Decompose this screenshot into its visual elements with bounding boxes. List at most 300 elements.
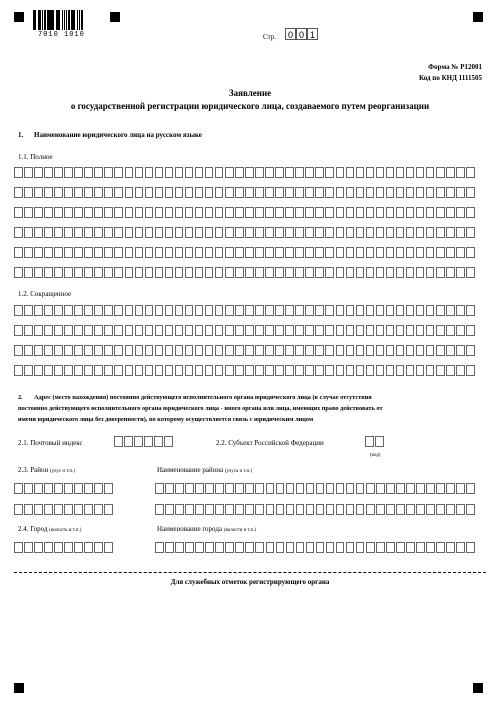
city-name-cell[interactable] bbox=[336, 542, 345, 553]
district-type-cell[interactable] bbox=[24, 483, 33, 494]
char-cell[interactable] bbox=[64, 267, 73, 278]
char-cell[interactable] bbox=[466, 167, 475, 178]
char-cell[interactable] bbox=[426, 345, 435, 356]
district-name-cell[interactable] bbox=[466, 483, 475, 494]
district-type-cell[interactable] bbox=[34, 483, 43, 494]
char-cell[interactable] bbox=[225, 227, 234, 238]
char-cell[interactable] bbox=[225, 345, 234, 356]
char-cell[interactable] bbox=[285, 167, 294, 178]
char-cell[interactable] bbox=[426, 207, 435, 218]
char-cell[interactable] bbox=[235, 207, 244, 218]
district-name-cell[interactable] bbox=[215, 504, 224, 515]
city-name-cell[interactable] bbox=[466, 542, 475, 553]
char-cell[interactable] bbox=[155, 227, 164, 238]
char-cell[interactable] bbox=[416, 247, 425, 258]
char-cell[interactable] bbox=[255, 267, 264, 278]
char-cell[interactable] bbox=[205, 247, 214, 258]
char-cell[interactable] bbox=[346, 167, 355, 178]
char-cell[interactable] bbox=[104, 305, 113, 316]
char-cell[interactable] bbox=[255, 187, 264, 198]
char-cell[interactable] bbox=[125, 227, 134, 238]
char-cell[interactable] bbox=[336, 365, 345, 376]
char-cell[interactable] bbox=[235, 305, 244, 316]
char-cell[interactable] bbox=[346, 207, 355, 218]
char-cell[interactable] bbox=[466, 305, 475, 316]
char-cell[interactable] bbox=[315, 305, 324, 316]
char-cell[interactable] bbox=[135, 207, 144, 218]
char-cell[interactable] bbox=[436, 305, 445, 316]
char-cell[interactable] bbox=[366, 267, 375, 278]
char-cell[interactable] bbox=[24, 207, 33, 218]
char-cell[interactable] bbox=[74, 305, 83, 316]
char-cell[interactable] bbox=[125, 167, 134, 178]
district-type-cell[interactable] bbox=[44, 483, 53, 494]
char-cell[interactable] bbox=[64, 305, 73, 316]
char-cell[interactable] bbox=[426, 267, 435, 278]
char-cell[interactable] bbox=[356, 365, 365, 376]
char-cell[interactable] bbox=[325, 345, 334, 356]
char-cell[interactable] bbox=[436, 345, 445, 356]
char-cell[interactable] bbox=[44, 325, 53, 336]
char-cell[interactable] bbox=[215, 267, 224, 278]
char-cell[interactable] bbox=[305, 207, 314, 218]
district-name-cell[interactable] bbox=[205, 504, 214, 515]
char-cell[interactable] bbox=[155, 345, 164, 356]
char-cell[interactable] bbox=[195, 305, 204, 316]
char-cell[interactable] bbox=[446, 167, 455, 178]
city-type-cell[interactable] bbox=[24, 542, 33, 553]
char-cell[interactable] bbox=[245, 345, 254, 356]
char-cell[interactable] bbox=[456, 207, 465, 218]
char-cell[interactable] bbox=[285, 267, 294, 278]
city-type-cell[interactable] bbox=[34, 542, 43, 553]
char-cell[interactable] bbox=[376, 227, 385, 238]
city-name-cell[interactable] bbox=[356, 542, 365, 553]
char-cell[interactable] bbox=[426, 227, 435, 238]
postal-cell[interactable] bbox=[144, 436, 153, 447]
postal-cell[interactable] bbox=[134, 436, 143, 447]
char-cell[interactable] bbox=[215, 187, 224, 198]
char-cell[interactable] bbox=[366, 305, 375, 316]
char-cell[interactable] bbox=[366, 365, 375, 376]
char-cell[interactable] bbox=[275, 247, 284, 258]
char-cell[interactable] bbox=[366, 187, 375, 198]
char-cell[interactable] bbox=[446, 247, 455, 258]
char-cell[interactable] bbox=[14, 247, 23, 258]
char-cell[interactable] bbox=[14, 207, 23, 218]
char-cell[interactable] bbox=[305, 247, 314, 258]
district-name-cell[interactable] bbox=[225, 504, 234, 515]
char-cell[interactable] bbox=[396, 247, 405, 258]
district-name-cell[interactable] bbox=[326, 504, 335, 515]
char-cell[interactable] bbox=[315, 247, 324, 258]
char-cell[interactable] bbox=[145, 325, 154, 336]
char-cell[interactable] bbox=[295, 267, 304, 278]
char-cell[interactable] bbox=[295, 305, 304, 316]
city-name-cell[interactable] bbox=[235, 542, 244, 553]
char-cell[interactable] bbox=[34, 305, 43, 316]
subject-cell[interactable] bbox=[375, 436, 384, 447]
char-cell[interactable] bbox=[426, 247, 435, 258]
district-name-cell[interactable] bbox=[266, 504, 275, 515]
district-name-cell[interactable] bbox=[306, 504, 315, 515]
char-cell[interactable] bbox=[456, 267, 465, 278]
char-cell[interactable] bbox=[215, 305, 224, 316]
char-cell[interactable] bbox=[356, 305, 365, 316]
char-cell[interactable] bbox=[195, 325, 204, 336]
char-cell[interactable] bbox=[416, 187, 425, 198]
char-cell[interactable] bbox=[94, 345, 103, 356]
char-cell[interactable] bbox=[215, 167, 224, 178]
char-cell[interactable] bbox=[456, 365, 465, 376]
district-name-cell[interactable] bbox=[175, 483, 184, 494]
char-cell[interactable] bbox=[255, 227, 264, 238]
char-cell[interactable] bbox=[185, 325, 194, 336]
char-cell[interactable] bbox=[215, 247, 224, 258]
district-name-cell[interactable] bbox=[436, 483, 445, 494]
char-cell[interactable] bbox=[275, 325, 284, 336]
char-cell[interactable] bbox=[305, 345, 314, 356]
char-cell[interactable] bbox=[325, 167, 334, 178]
char-cell[interactable] bbox=[114, 325, 123, 336]
char-cell[interactable] bbox=[356, 187, 365, 198]
char-cell[interactable] bbox=[94, 247, 103, 258]
char-cell[interactable] bbox=[406, 187, 415, 198]
char-cell[interactable] bbox=[406, 227, 415, 238]
char-cell[interactable] bbox=[195, 267, 204, 278]
char-cell[interactable] bbox=[74, 365, 83, 376]
district-name-cell[interactable] bbox=[276, 504, 285, 515]
district-name-cell[interactable] bbox=[225, 483, 234, 494]
district-type-cell[interactable] bbox=[94, 504, 103, 515]
char-cell[interactable] bbox=[215, 365, 224, 376]
char-cell[interactable] bbox=[24, 267, 33, 278]
district-name-cell[interactable] bbox=[215, 483, 224, 494]
char-cell[interactable] bbox=[346, 305, 355, 316]
char-cell[interactable] bbox=[245, 207, 254, 218]
district-name-cell[interactable] bbox=[245, 483, 254, 494]
char-cell[interactable] bbox=[275, 187, 284, 198]
district-name-cell[interactable] bbox=[255, 504, 264, 515]
char-cell[interactable] bbox=[125, 345, 134, 356]
char-cell[interactable] bbox=[336, 187, 345, 198]
char-cell[interactable] bbox=[185, 207, 194, 218]
char-cell[interactable] bbox=[235, 247, 244, 258]
char-cell[interactable] bbox=[356, 325, 365, 336]
char-cell[interactable] bbox=[165, 167, 174, 178]
char-cell[interactable] bbox=[104, 187, 113, 198]
city-name-cell[interactable] bbox=[366, 542, 375, 553]
char-cell[interactable] bbox=[275, 305, 284, 316]
city-name-cell[interactable] bbox=[175, 542, 184, 553]
char-cell[interactable] bbox=[44, 365, 53, 376]
char-cell[interactable] bbox=[416, 365, 425, 376]
char-cell[interactable] bbox=[406, 167, 415, 178]
city-name-cell[interactable] bbox=[426, 542, 435, 553]
char-cell[interactable] bbox=[44, 187, 53, 198]
char-cell[interactable] bbox=[225, 365, 234, 376]
char-cell[interactable] bbox=[426, 187, 435, 198]
char-cell[interactable] bbox=[34, 207, 43, 218]
char-cell[interactable] bbox=[396, 227, 405, 238]
char-cell[interactable] bbox=[275, 345, 284, 356]
char-cell[interactable] bbox=[436, 227, 445, 238]
char-cell[interactable] bbox=[54, 267, 63, 278]
char-cell[interactable] bbox=[285, 187, 294, 198]
char-cell[interactable] bbox=[135, 187, 144, 198]
char-cell[interactable] bbox=[396, 167, 405, 178]
char-cell[interactable] bbox=[456, 247, 465, 258]
char-cell[interactable] bbox=[114, 227, 123, 238]
char-cell[interactable] bbox=[376, 247, 385, 258]
district-type-cell[interactable] bbox=[44, 504, 53, 515]
city-name-cell[interactable] bbox=[215, 542, 224, 553]
char-cell[interactable] bbox=[305, 365, 314, 376]
char-cell[interactable] bbox=[436, 325, 445, 336]
char-cell[interactable] bbox=[165, 365, 174, 376]
district-name-cell[interactable] bbox=[276, 483, 285, 494]
char-cell[interactable] bbox=[255, 247, 264, 258]
char-cell[interactable] bbox=[245, 325, 254, 336]
char-cell[interactable] bbox=[155, 365, 164, 376]
char-cell[interactable] bbox=[145, 167, 154, 178]
district-name-cell[interactable] bbox=[286, 483, 295, 494]
char-cell[interactable] bbox=[205, 365, 214, 376]
char-cell[interactable] bbox=[235, 267, 244, 278]
char-cell[interactable] bbox=[165, 267, 174, 278]
char-cell[interactable] bbox=[336, 227, 345, 238]
district-type-cell[interactable] bbox=[74, 504, 83, 515]
district-name-cell[interactable] bbox=[436, 504, 445, 515]
char-cell[interactable] bbox=[195, 227, 204, 238]
char-cell[interactable] bbox=[155, 305, 164, 316]
char-cell[interactable] bbox=[34, 167, 43, 178]
district-name-cell[interactable] bbox=[316, 504, 325, 515]
district-name-cell[interactable] bbox=[366, 504, 375, 515]
char-cell[interactable] bbox=[336, 267, 345, 278]
char-cell[interactable] bbox=[386, 207, 395, 218]
city-name-cell[interactable] bbox=[276, 542, 285, 553]
char-cell[interactable] bbox=[195, 187, 204, 198]
page-digit[interactable]: 0 bbox=[296, 28, 307, 40]
char-cell[interactable] bbox=[145, 305, 154, 316]
char-cell[interactable] bbox=[426, 305, 435, 316]
district-type-cell[interactable] bbox=[64, 504, 73, 515]
char-cell[interactable] bbox=[225, 207, 234, 218]
char-cell[interactable] bbox=[315, 227, 324, 238]
district-name-cell[interactable] bbox=[266, 483, 275, 494]
char-cell[interactable] bbox=[135, 345, 144, 356]
district-type-cell[interactable] bbox=[14, 504, 23, 515]
district-name-cell[interactable] bbox=[356, 483, 365, 494]
char-cell[interactable] bbox=[64, 247, 73, 258]
char-cell[interactable] bbox=[406, 365, 415, 376]
char-cell[interactable] bbox=[94, 267, 103, 278]
char-cell[interactable] bbox=[386, 267, 395, 278]
char-cell[interactable] bbox=[406, 325, 415, 336]
char-cell[interactable] bbox=[34, 365, 43, 376]
char-cell[interactable] bbox=[185, 167, 194, 178]
char-cell[interactable] bbox=[225, 325, 234, 336]
char-cell[interactable] bbox=[34, 187, 43, 198]
char-cell[interactable] bbox=[125, 267, 134, 278]
district-name-cell[interactable] bbox=[356, 504, 365, 515]
char-cell[interactable] bbox=[125, 207, 134, 218]
char-cell[interactable] bbox=[336, 207, 345, 218]
char-cell[interactable] bbox=[185, 267, 194, 278]
char-cell[interactable] bbox=[325, 227, 334, 238]
city-name-cell[interactable] bbox=[195, 542, 204, 553]
char-cell[interactable] bbox=[114, 207, 123, 218]
char-cell[interactable] bbox=[366, 325, 375, 336]
char-cell[interactable] bbox=[84, 365, 93, 376]
postal-cell[interactable] bbox=[164, 436, 173, 447]
char-cell[interactable] bbox=[265, 227, 274, 238]
char-cell[interactable] bbox=[315, 207, 324, 218]
char-cell[interactable] bbox=[44, 207, 53, 218]
district-type-cell[interactable] bbox=[74, 483, 83, 494]
char-cell[interactable] bbox=[24, 167, 33, 178]
district-name-cell[interactable] bbox=[416, 483, 425, 494]
char-cell[interactable] bbox=[64, 187, 73, 198]
char-cell[interactable] bbox=[466, 227, 475, 238]
char-cell[interactable] bbox=[366, 167, 375, 178]
char-cell[interactable] bbox=[406, 345, 415, 356]
char-cell[interactable] bbox=[386, 305, 395, 316]
char-cell[interactable] bbox=[436, 267, 445, 278]
char-cell[interactable] bbox=[275, 167, 284, 178]
char-cell[interactable] bbox=[265, 187, 274, 198]
char-cell[interactable] bbox=[356, 247, 365, 258]
char-cell[interactable] bbox=[315, 365, 324, 376]
char-cell[interactable] bbox=[24, 227, 33, 238]
city-name-cell[interactable] bbox=[266, 542, 275, 553]
char-cell[interactable] bbox=[54, 227, 63, 238]
char-cell[interactable] bbox=[64, 325, 73, 336]
char-cell[interactable] bbox=[135, 167, 144, 178]
char-cell[interactable] bbox=[84, 305, 93, 316]
char-cell[interactable] bbox=[44, 167, 53, 178]
char-cell[interactable] bbox=[175, 345, 184, 356]
char-cell[interactable] bbox=[205, 345, 214, 356]
char-cell[interactable] bbox=[104, 167, 113, 178]
char-cell[interactable] bbox=[376, 345, 385, 356]
char-cell[interactable] bbox=[74, 267, 83, 278]
char-cell[interactable] bbox=[155, 247, 164, 258]
char-cell[interactable] bbox=[346, 365, 355, 376]
char-cell[interactable] bbox=[175, 207, 184, 218]
district-name-cell[interactable] bbox=[396, 504, 405, 515]
char-cell[interactable] bbox=[24, 187, 33, 198]
postal-cell[interactable] bbox=[114, 436, 123, 447]
char-cell[interactable] bbox=[84, 207, 93, 218]
district-name-cell[interactable] bbox=[306, 483, 315, 494]
char-cell[interactable] bbox=[135, 267, 144, 278]
char-cell[interactable] bbox=[94, 305, 103, 316]
char-cell[interactable] bbox=[416, 305, 425, 316]
char-cell[interactable] bbox=[275, 267, 284, 278]
char-cell[interactable] bbox=[54, 365, 63, 376]
char-cell[interactable] bbox=[84, 227, 93, 238]
district-type-cell[interactable] bbox=[34, 504, 43, 515]
char-cell[interactable] bbox=[255, 167, 264, 178]
char-cell[interactable] bbox=[215, 207, 224, 218]
char-cell[interactable] bbox=[54, 325, 63, 336]
char-cell[interactable] bbox=[386, 345, 395, 356]
char-cell[interactable] bbox=[285, 247, 294, 258]
char-cell[interactable] bbox=[456, 227, 465, 238]
char-cell[interactable] bbox=[466, 365, 475, 376]
char-cell[interactable] bbox=[265, 345, 274, 356]
city-type-cell[interactable] bbox=[104, 542, 113, 553]
char-cell[interactable] bbox=[336, 345, 345, 356]
city-name-cell[interactable] bbox=[406, 542, 415, 553]
district-name-cell[interactable] bbox=[316, 483, 325, 494]
char-cell[interactable] bbox=[34, 267, 43, 278]
char-cell[interactable] bbox=[346, 227, 355, 238]
char-cell[interactable] bbox=[325, 305, 334, 316]
char-cell[interactable] bbox=[165, 227, 174, 238]
char-cell[interactable] bbox=[466, 267, 475, 278]
district-type-cell[interactable] bbox=[94, 483, 103, 494]
city-name-cell[interactable] bbox=[316, 542, 325, 553]
char-cell[interactable] bbox=[114, 365, 123, 376]
char-cell[interactable] bbox=[396, 187, 405, 198]
char-cell[interactable] bbox=[406, 207, 415, 218]
char-cell[interactable] bbox=[466, 207, 475, 218]
char-cell[interactable] bbox=[265, 247, 274, 258]
char-cell[interactable] bbox=[225, 187, 234, 198]
char-cell[interactable] bbox=[315, 187, 324, 198]
char-cell[interactable] bbox=[135, 325, 144, 336]
char-cell[interactable] bbox=[295, 167, 304, 178]
char-cell[interactable] bbox=[215, 345, 224, 356]
page-digit[interactable]: 1 bbox=[307, 28, 318, 40]
char-cell[interactable] bbox=[104, 207, 113, 218]
char-cell[interactable] bbox=[295, 227, 304, 238]
char-cell[interactable] bbox=[295, 207, 304, 218]
char-cell[interactable] bbox=[195, 167, 204, 178]
city-name-cell[interactable] bbox=[155, 542, 164, 553]
char-cell[interactable] bbox=[396, 305, 405, 316]
char-cell[interactable] bbox=[225, 247, 234, 258]
char-cell[interactable] bbox=[54, 247, 63, 258]
district-type-cell[interactable] bbox=[14, 483, 23, 494]
char-cell[interactable] bbox=[185, 227, 194, 238]
char-cell[interactable] bbox=[175, 267, 184, 278]
district-name-cell[interactable] bbox=[346, 504, 355, 515]
char-cell[interactable] bbox=[295, 247, 304, 258]
char-cell[interactable] bbox=[94, 325, 103, 336]
char-cell[interactable] bbox=[416, 345, 425, 356]
char-cell[interactable] bbox=[34, 325, 43, 336]
char-cell[interactable] bbox=[175, 227, 184, 238]
district-name-cell[interactable] bbox=[336, 504, 345, 515]
district-name-cell[interactable] bbox=[326, 483, 335, 494]
char-cell[interactable] bbox=[305, 325, 314, 336]
district-name-cell[interactable] bbox=[376, 504, 385, 515]
city-name-cell[interactable] bbox=[286, 542, 295, 553]
char-cell[interactable] bbox=[205, 267, 214, 278]
char-cell[interactable] bbox=[436, 187, 445, 198]
char-cell[interactable] bbox=[245, 365, 254, 376]
char-cell[interactable] bbox=[14, 325, 23, 336]
district-name-cell[interactable] bbox=[396, 483, 405, 494]
char-cell[interactable] bbox=[165, 187, 174, 198]
char-cell[interactable] bbox=[245, 167, 254, 178]
city-name-cell[interactable] bbox=[376, 542, 385, 553]
postal-cell[interactable] bbox=[124, 436, 133, 447]
